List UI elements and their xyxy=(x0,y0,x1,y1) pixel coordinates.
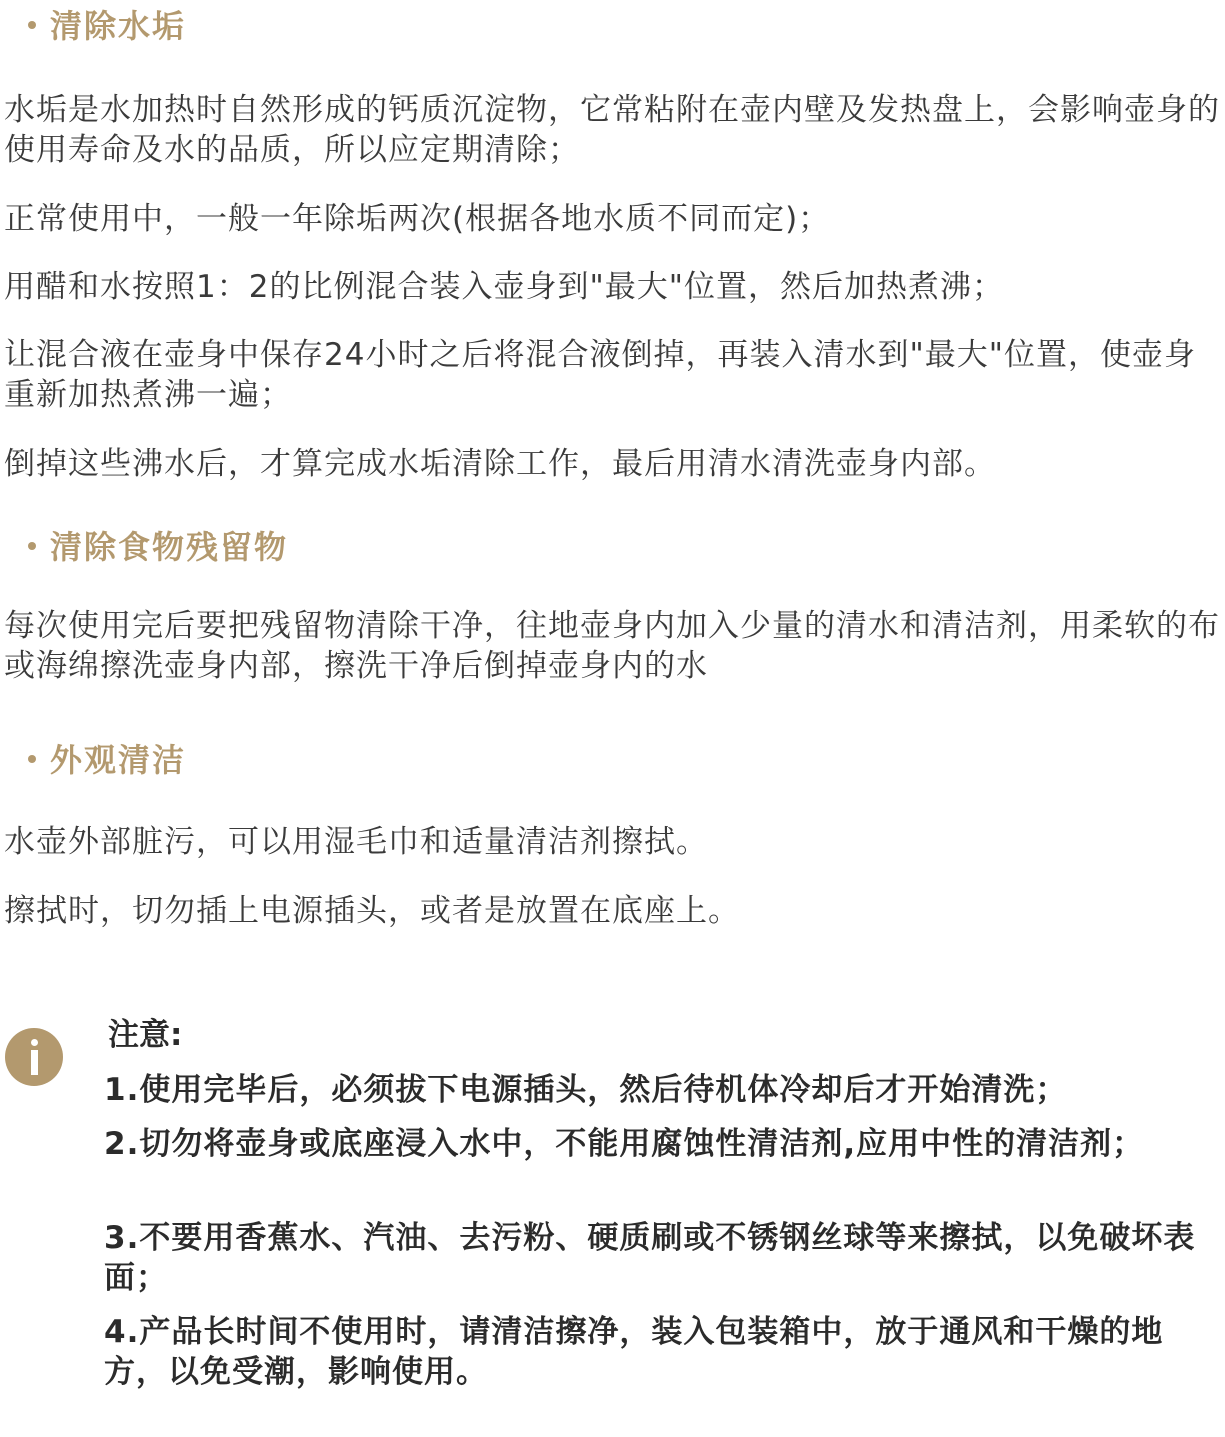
paragraph: 水垢是水加热时自然形成的钙质沉淀物，它常粘附在壶内壁及发热盘上，会影响壶身的使用寿命及水的品质，所以应定期清除； xyxy=(4,92,1220,168)
info-icon xyxy=(5,1028,63,1086)
paragraph: 擦拭时，切勿插上电源插头，或者是放置在底座上。 xyxy=(4,893,740,929)
paragraph: 让混合液在壶身中保存24小时之后将混合液倒掉，再装入清水到"最大"位置，使壶身重新加热煮沸一遍； xyxy=(4,337,1196,413)
paragraph: 水壶外部脏污，可以用湿毛巾和适量清洁剂擦拭。 xyxy=(4,824,708,860)
paragraph: 正常使用中，一般一年除垢两次(根据各地水质不同而定)； xyxy=(4,201,831,237)
section-heading-label: 清除水垢 xyxy=(50,7,187,45)
notice-item: 3.不要用香蕉水、汽油、去污粉、硬质刷或不锈钢丝球等来擦拭，以免破坏表面； xyxy=(104,1220,1196,1296)
section-heading-food-residue xyxy=(28,527,288,567)
paragraph: 用醋和水按照1：2的比例混合装入壶身到"最大"位置，然后加热煮沸； xyxy=(4,269,1004,305)
section-heading-label: 外观清洁 xyxy=(50,741,187,779)
bullet-dot xyxy=(28,755,36,763)
bullet-dot xyxy=(28,542,36,550)
notice-title: 注意: xyxy=(108,1017,183,1053)
section-heading-exterior-cleaning xyxy=(28,740,186,780)
notice-item: 4.产品长时间不使用时，请清洁擦净，装入包装箱中，放于通风和干燥的地方，以免受潮，影响使用。 xyxy=(104,1314,1164,1390)
paragraph: 倒掉这些沸水后，才算完成水垢清除工作，最后用清水清洗壶身内部。 xyxy=(4,446,996,482)
section-heading-descaling xyxy=(28,6,186,46)
paragraph: 每次使用完后要把残留物清除干净，往地壶身内加入少量的清水和清洁剂，用柔软的布或海绵擦洗壶身内部，擦洗干净后倒掉壶身内的水 xyxy=(4,608,1220,684)
notice-item: 2.切勿将壶身或底座浸入水中，不能用腐蚀性清洁剂,应用中性的清洁剂； xyxy=(104,1126,1145,1162)
notice-item: 1.使用完毕后，必须拔下电源插头，然后待机体冷却后才开始清洗； xyxy=(104,1072,1068,1108)
bullet-dot xyxy=(28,21,36,29)
section-heading-label: 清除食物残留物 xyxy=(50,528,289,566)
